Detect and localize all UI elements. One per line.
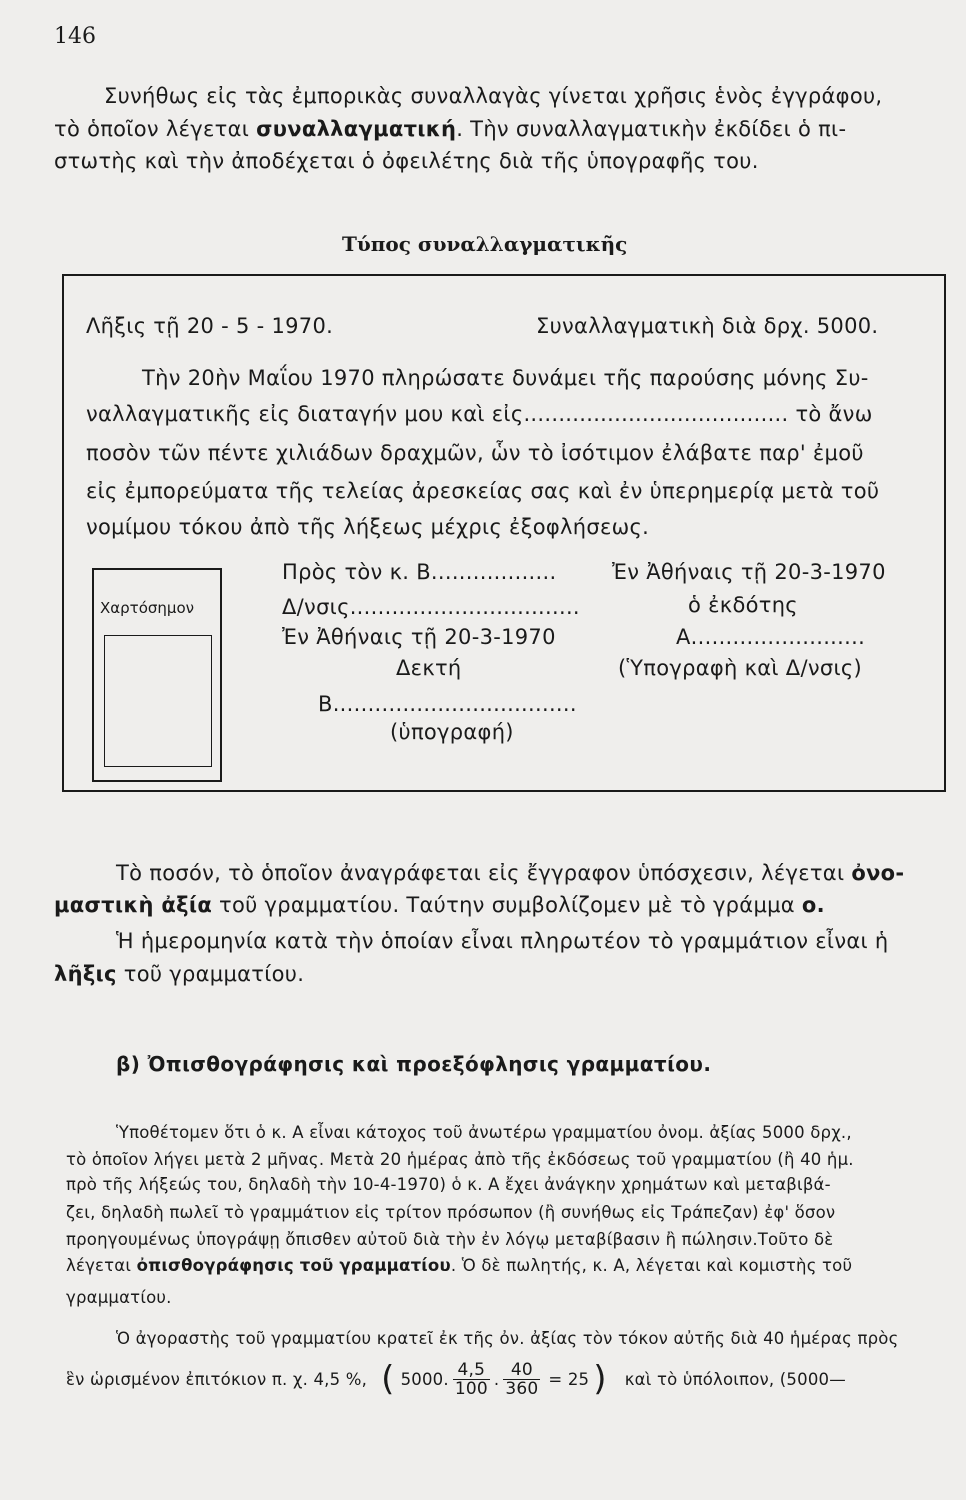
term-bill-of-exchange: συναλλαγματική — [256, 117, 457, 141]
example-line-3: πρὸ τῆς λήξεώς του, δηλαδὴ τὴν 10-4-1970) ὁ κ. Α ἔχει ἀνάγκην χρημάτων καὶ μεταβιβά- — [66, 1175, 831, 1194]
example-line-1: Ὑποθέτομεν ὅτι ὁ κ. Α εἶναι κάτοχος τοῦ ἀνωτέρω γραμματίου ὀνομ. ἀξίας 5000 δρχ., — [116, 1123, 852, 1142]
bill-issuer: ὁ ἐκδότης — [688, 593, 798, 617]
bill-maturity: Λῆξις τῇ 20 - 5 - 1970. — [86, 314, 334, 338]
fraction-rate-denominator: 100 — [454, 1378, 488, 1399]
face-value-line-2-post: τοῦ γραμματίου. Ταύτην συμβολίζομεν μὲ τὸ γράμμα — [219, 893, 795, 917]
formula-dot: . — [493, 1369, 500, 1389]
example-line-6-post: . Ὁ δὲ πωλητής, κ. Α, λέγεται καὶ κομιστὴς τοῦ — [450, 1256, 853, 1275]
face-value-symbol: ο. — [801, 893, 825, 917]
example-line-6-pre: λέγεται — [66, 1256, 132, 1275]
formula-line — [66, 1352, 846, 1406]
fraction-days — [503, 1361, 540, 1398]
bill-issuer-sign: (Ὑπογραφὴ καὶ Δ/νσις) — [618, 656, 862, 680]
bill-body-line-4: εἰς ἐμπορεύματα τῆς τελείας ἀρεσκείας σας καὶ ἐν ὑπερημερίᾳ μετὰ τοῦ — [86, 479, 880, 503]
term-face-value-part2: μαστικὴ ἀξία — [54, 893, 213, 917]
formula-line-pre: ἓν ὡρισμένον ἐπιτόκιον π. χ. 4,5 %, — [66, 1369, 368, 1389]
intro-line-2-post: . Τὴν συναλλαγματικὴν ἐκδίδει ὁ πι- — [456, 117, 847, 141]
intro-line-3: στωτὴς καὶ τὴν ἀποδέχεται ὁ ὀφειλέτης διὰ τῆς ὑπογραφῆς του. — [54, 149, 759, 173]
bill-amount: Συναλλαγματικὴ διὰ δρχ. 5000. — [536, 314, 879, 338]
example-line-2: τὸ ὁποῖον λήγει μετὰ 2 μῆνας. Μετὰ 20 ἡμέρας ἀπὸ τῆς ἐκδόσεως τοῦ γραμματίου (ἢ 40 ἡμ. — [66, 1150, 854, 1169]
bill-acceptor: Δεκτή — [396, 656, 462, 680]
face-value-line-1 — [116, 861, 904, 885]
bill-body-line-3: ποσὸν τῶν πέντε χιλιάδων δραχμῶν, ὧν τὸ ἰσότιμον ἐλάβατε παρ' ἐμοῦ — [86, 441, 864, 465]
example-line-5: προηγουμένως ὑπογράψῃ ὄπισθεν αὐτοῦ διὰ τὴν ἐν λόγῳ μεταβίβασιν ἢ πώλησιν.Τοῦτο δὲ — [66, 1230, 834, 1249]
right-paren: ) — [593, 1359, 607, 1399]
term-endorsement: ὀπισθογράφησις τοῦ γραμματίου — [136, 1256, 451, 1275]
maturity-line-2-post: τοῦ γραμματίου. — [123, 962, 305, 986]
fraction-days-numerator: 40 — [503, 1361, 540, 1380]
example-line-8: Ὁ ἀγοραστὴς τοῦ γραμματίου κρατεῖ ἐκ τῆς ὀν. ἀξίας τὸν τόκον αὐτῆς διὰ 40 ἡμέρας πρὸς — [116, 1329, 899, 1348]
bill-accept-date: Ἐν Ἀθήναις τῇ 20-3-1970 — [282, 625, 556, 649]
bill-body-line-2: ναλλαγματικῆς εἰς διαταγήν μου καὶ εἰς...................................... τὸ ἄνω — [86, 402, 873, 426]
example-line-7: γραμματίου. — [66, 1288, 172, 1307]
page-number: 146 — [54, 24, 96, 49]
bill-address: Δ/νσις................................. — [282, 595, 580, 619]
face-value-line-1-pre: Τὸ ποσόν, τὸ ὁποῖον ἀναγράφεται εἰς ἔγγραφον ὑπόσχεσιν, λέγεται — [116, 861, 845, 885]
maturity-line-2 — [54, 962, 304, 986]
bill-signature: (ὑπογραφή) — [390, 720, 514, 744]
intro-line-1: Συνήθως εἰς τὰς ἐμπορικὰς συναλλαγὰς γίνεται χρῆσις ἑνὸς ἐγγράφου, — [104, 84, 883, 108]
intro-line-2 — [54, 117, 846, 141]
section-heading-bill-form: Τύπος συναλλαγματικῆς — [342, 232, 628, 256]
term-maturity: λῆξις — [54, 962, 117, 986]
bill-b-line: Β................................... — [318, 692, 577, 716]
stamp-label: Χαρτόσημον — [100, 599, 195, 617]
bill-body-line-5: νομίμου τόκου ἀπὸ τῆς λήξεως μέχρις ἐξοφλήσεως. — [86, 515, 650, 539]
revenue-stamp-inner — [104, 635, 212, 767]
bill-to: Πρὸς τὸν κ. Β.................. — [282, 560, 557, 584]
bill-body-line-1: Τὴν 20ὴν Μαΐου 1970 πληρώσατε δυνάμει τῆς παρούσης μόνης Συ- — [142, 366, 869, 390]
fraction-days-denominator: 360 — [505, 1378, 539, 1399]
bill-issue-date: Ἐν Ἀθήναις τῇ 20-3-1970 — [612, 560, 886, 584]
left-paren: ( — [381, 1359, 395, 1399]
fraction-rate — [453, 1361, 490, 1398]
fraction-rate-numerator: 4,5 — [453, 1361, 490, 1380]
formula-result: = 25 — [548, 1369, 590, 1389]
bill-a-line: Α......................... — [676, 625, 866, 649]
example-line-6 — [66, 1256, 852, 1275]
formula-line-post: καὶ τὸ ὑπόλοιπον, (5000— — [624, 1369, 846, 1389]
face-value-line-2 — [54, 893, 825, 917]
formula-amount: 5000. — [400, 1369, 449, 1389]
term-face-value-part1: ὀνο- — [851, 861, 905, 885]
intro-line-2-pre: τὸ ὁποῖον λέγεται — [54, 117, 250, 141]
example-line-4: ζει, δηλαδὴ πωλεῖ τὸ γραμμάτιον εἰς τρίτον πρόσωπον (ἢ συνήθως εἰς Τράπεζαν) ἐφ' ὅσον — [66, 1203, 836, 1222]
maturity-line-1: Ἡ ἡμερομηνία κατὰ τὴν ὁποίαν εἶναι πληρωτέον τὸ γραμμάτιον εἶναι ἡ — [116, 929, 889, 953]
section-heading-endorsement: β) Ὀπισθογράφησις καὶ προεξόφλησις γραμματίου. — [116, 1052, 712, 1076]
